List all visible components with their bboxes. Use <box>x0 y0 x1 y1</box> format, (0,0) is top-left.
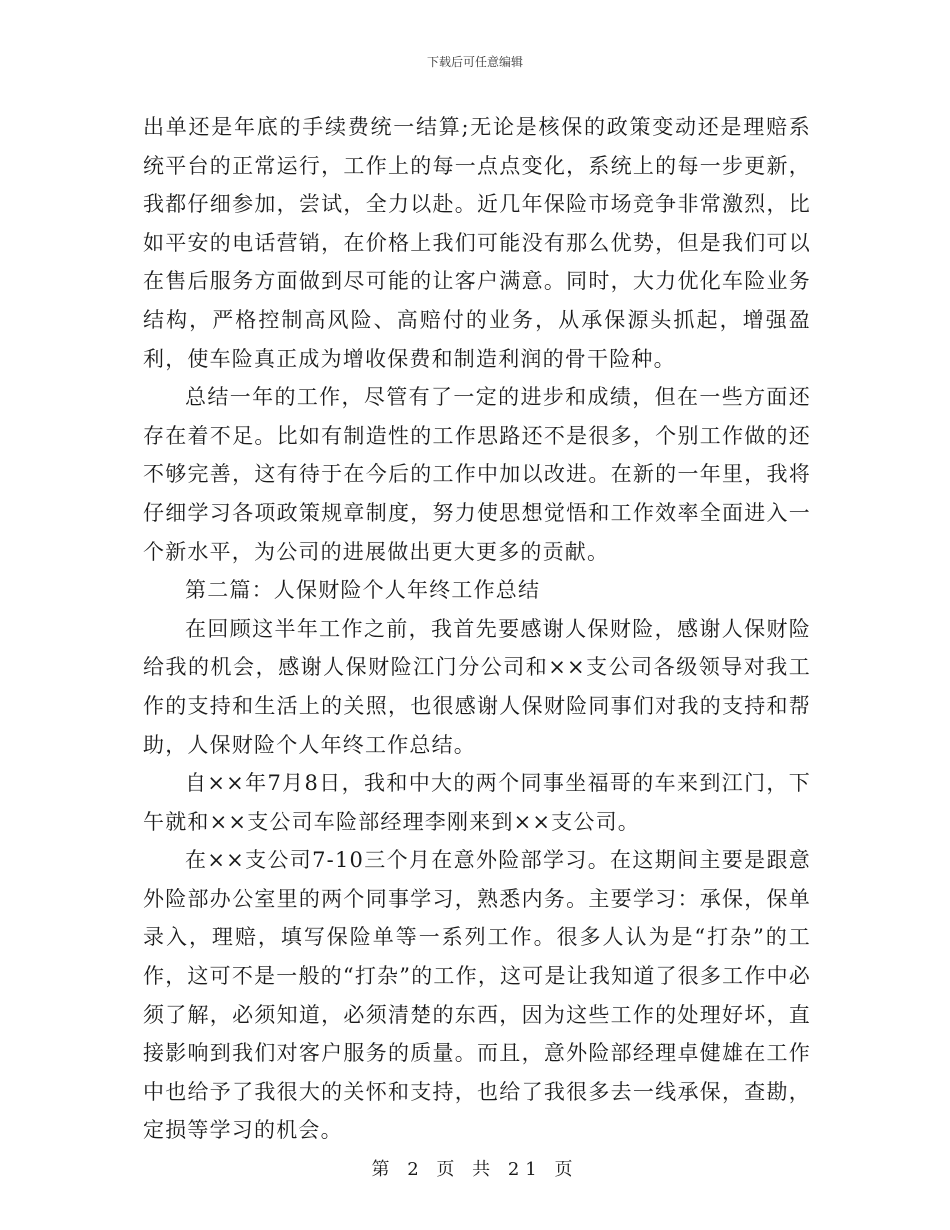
section-heading: 第二篇：人保财险个人年终工作总结 <box>185 578 541 603</box>
paragraph: 自××年7月8日，我和中大的两个同事坐福哥的车来到江门，下午就和××支公司车险部经理李刚来到××支公司。 <box>143 771 811 834</box>
paragraph: 在回顾这半年工作之前，我首先要感谢人保财险，感谢人保财险给我的机会，感谢人保财险江门分公司和××支公司各级领导对我工作的支持和生活上的关照，也很感谢人保财险同事们对我的支持和帮助，人保财险个人年终工作总结。 <box>143 616 811 757</box>
page-header: 下载后可任意编辑 <box>426 55 523 69</box>
paragraph: 总结一年的工作，尽管有了一定的进步和成绩，但在一些方面还存在着不足。比如有制造性的工作思路还不是很多，个别工作做的还不够完善，这有待于在今后的工作中加以改进。在新的一年里，我将仔细学习各项政策规章制度，努力使思想觉悟和工作效率全面进入一个新水平，为公司的进展做出更大更多的贡献。 <box>143 385 811 564</box>
page-footer: 第 2 页 共 21 页 <box>371 1159 579 1180</box>
paragraph: 在××支公司7-10三个月在意外险部学习。在这期间主要是跟意外险部办公室里的两个同事学习，熟悉内务。主要学习：承保，保单录入，理赔，填写保险单等一系列工作。很多人认为是“打杂”的工作，这可不是一般的“打杂”的工作，这可是让我知道了很多工作中必须了解，必须知道，必须清楚的东西，因为这些工作的处理好坏，直接影响到我们对客户服务的质量。而且，意外险部经理卓健雄在工作中也给予了我很大的关怀和支持，也给了我很多去一线承保，查勘，定损等学习的机会。 <box>143 848 811 1143</box>
paragraph: 出单还是年底的手续费统一结算;无论是核保的政策变动还是理赔系统平台的正常运行，工作上的每一点点变化，系统上的每一步更新，我都仔细参加，尝试，全力以赴。近几年保险市场竞争非常激烈，比如平安的电话营销，在价格上我们可能没有那么优势，但是我们可以在售后服务方面做到尽可能的让客户满意。同时，大力优化车险业务结构，严格控制高风险、高赔付的业务，从承保源头抓起，增强盈利，使车险真正成为增收保费和制造利润的骨干险种。 <box>143 115 811 371</box>
document-body <box>143 108 811 1150</box>
